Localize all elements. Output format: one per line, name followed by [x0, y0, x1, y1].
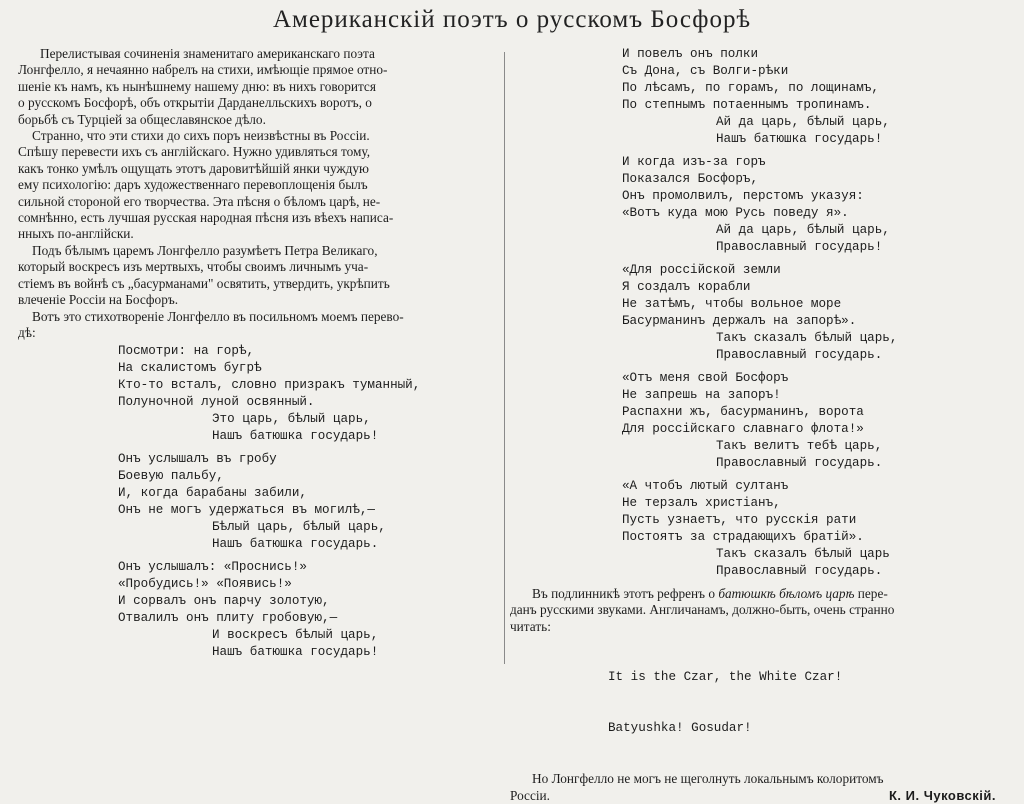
refrain-line: Православный государь.: [716, 456, 883, 470]
verse-line: Посмотри: на горѣ,: [118, 344, 255, 359]
verse-line: «Отъ меня свой Босфоръ: [622, 371, 789, 385]
stanza: [118, 451, 503, 553]
verse-line: Полуночной луной освянный.: [118, 395, 315, 410]
verse-line: Я создалъ корабли: [622, 280, 751, 294]
stanza: [118, 343, 503, 445]
english-quote: [510, 635, 1010, 771]
prose-line: Спѣшу перевести ихъ съ англiйскаго. Нужно удивляться тому,: [18, 144, 371, 160]
refrain-line: Такъ сказалъ бѣлый царь,: [716, 331, 898, 345]
verse-line: Не запрешь на запоръ!: [622, 388, 781, 402]
paragraph-closing: [510, 771, 1010, 804]
verse-line: И повелъ онъ полки: [622, 47, 759, 61]
stanza: [622, 262, 1010, 364]
verse-line: Онъ услышалъ: «Проснись!»: [118, 560, 307, 575]
verse-line: Отвалилъ онъ плиту гробовую,—: [118, 611, 338, 626]
prose-line: дѣ:: [18, 324, 36, 340]
verse-line: И, когда барабаны забили,: [118, 486, 307, 501]
paragraph-original-refrain: [510, 586, 1010, 635]
verse-line: По степнымъ потаеннымъ тропинамъ.: [622, 98, 872, 112]
poem-left: [18, 343, 503, 661]
closing-line-2: Россiи.: [510, 787, 550, 803]
poem-right: [510, 46, 1010, 580]
verse-line: Не терзалъ христiанъ,: [622, 496, 781, 510]
prose-line: какъ тонко умѣлъ ощущать этотъ даровитѣйшiй янки чуждую: [18, 160, 369, 176]
stanza: [622, 154, 1010, 256]
paragraph-white-tsar: [18, 243, 503, 309]
column-divider: [504, 52, 505, 664]
refrain-line: И воскресъ бѣлый царь,: [212, 628, 379, 643]
english-quote-line-2: Batyushka! Gosudar!: [608, 721, 752, 736]
verse-line: Постоятъ за страдающихъ братiй».: [622, 530, 864, 544]
prose-line: Вотъ это стихотворенiе Лонгфелло въ посильномъ моемъ перево-: [32, 308, 404, 324]
verse-line: «А чтобъ лютый султанъ: [622, 479, 789, 493]
author-signature: К. И. Чуковскiй.: [889, 787, 996, 803]
verse-line: Онъ услышалъ въ гробу: [118, 452, 277, 467]
closing-line-1: Но Лонгфелло не могъ не щеголнуть локальнымъ колоритомъ: [532, 771, 884, 787]
right-column: [510, 46, 1010, 804]
verse-line: Боевую пальбу,: [118, 469, 224, 484]
prose-line: сильной стороной его творчества. Эта пѣсня о бѣломъ царѣ, не-: [18, 193, 381, 209]
prose-line: стiемъ въ войнѣ съ „басурманами" освятить, утвердить, укрѣпить: [18, 275, 390, 291]
prose-line: шенiе къ намъ, къ нынѣшнему нашему дню: въ нихъ говорится: [18, 78, 376, 94]
refrain-line: Нашъ батюшка государь!: [716, 132, 883, 146]
verse-line: «Для россiйской земли: [622, 263, 781, 277]
refrain-line: Ай да царь, бѣлый царь,: [716, 223, 890, 237]
prose-line: Подъ бѣлымъ царемъ Лонгфелло разумѣетъ Петра Великаго,: [32, 242, 378, 258]
prose-line: борьбѣ съ Турцiей за общеславянское дѣло.: [18, 111, 266, 127]
prose-line: сомнѣнно, есть лучшая русская народная пѣсня изъ вѣехъ написа-: [18, 210, 394, 226]
refrain-line: Православный государь!: [716, 240, 883, 254]
verse-line: Для россiйскаго славнаго флота!»: [622, 422, 864, 436]
stanza: [118, 559, 503, 661]
refrain-line: Нашъ батюшка государь!: [212, 429, 379, 444]
verse-line: Распахни жъ, басурманинъ, ворота: [622, 405, 864, 419]
prose-line: Странно, что эти стихи до сихъ поръ неизвѣстны въ Россiи.: [32, 128, 370, 144]
verse-line: Онъ промолвилъ, перстомъ указуя:: [622, 189, 864, 203]
verse-line: Съ Дона, съ Волги-рѣки: [622, 64, 789, 78]
refrain-line: Бѣлый царь, бѣлый царь,: [212, 520, 386, 535]
refrain-note-line-2: читать:: [510, 618, 551, 634]
english-quote-line-1: It is the Czar, the White Czar!: [608, 670, 843, 685]
verse-line: «Вотъ куда мою Русь поведу я».: [622, 206, 849, 220]
left-column: [18, 46, 503, 667]
prose-line: Перелистывая сочиненiя знаменитаго американскаго поэта: [40, 46, 375, 61]
stanza: [622, 478, 1010, 580]
stanza: [622, 370, 1010, 472]
verse-line: Не затѣмъ, чтобы вольное море: [622, 297, 842, 311]
refrain-line: Нашъ батюшка государь!: [212, 645, 379, 660]
prose-line: Лонгфелло, я нечаянно набрелъ на стихи, имѣющiе прямое отно-: [18, 62, 388, 78]
prose-line: о русскомъ Босфорѣ, объ открытiи Дарданелльскихъ воротъ, о: [18, 95, 372, 111]
refrain-line: Православный государь.: [716, 348, 883, 362]
verse-line: И сорвалъ онъ парчу золотую,: [118, 594, 330, 609]
paragraph-translation-intro: [18, 309, 503, 342]
stanza: [622, 46, 1010, 148]
refrain-line: Такъ сказалъ бѣлый царь: [716, 547, 890, 561]
refrain-note-line-1: данъ русскими звуками. Англичанамъ, должно-быть, очень странно: [510, 602, 895, 618]
prose-line: который воскресъ изъ мертвыхъ, чтобы своимъ личнымъ уча-: [18, 259, 369, 275]
refrain-line: Православный государь.: [716, 564, 883, 578]
prose-line: нныхъ по-англiйски.: [18, 226, 134, 242]
prose-line: влеченiе Россiи на Босфоръ.: [18, 292, 179, 308]
verse-line: Басурманинъ держалъ на запорѣ».: [622, 314, 857, 328]
refrain-line: Это царь, бѣлый царь,: [212, 412, 371, 427]
refrain-note-italic: батюшкѣ бѣломъ царѣ: [718, 586, 855, 601]
verse-line: По лѣсамъ, по горамъ, по лощинамъ,: [622, 81, 879, 95]
refrain-line: Нашъ батюшка государь.: [212, 537, 379, 552]
verse-line: Показался Босфоръ,: [622, 172, 759, 186]
article-title: Американскiй поэтъ о русскомъ Босфорѣ: [272, 6, 752, 33]
refrain-line: Такъ велитъ тебѣ царь,: [716, 439, 883, 453]
prose-line: ему психологiю: даръ художественнаго перевоплощенiя былъ: [18, 177, 368, 193]
verse-line: И когда изъ-за горъ: [622, 155, 766, 169]
refrain-note-before: Въ подлинникѣ этотъ рефренъ о: [532, 586, 715, 601]
paragraph-intro: [18, 46, 503, 128]
refrain-note-after: пере-: [857, 586, 888, 601]
verse-line: Пусть узнаетъ, что русскiя рати: [622, 513, 857, 527]
verse-line: Онъ не могъ удержаться въ могилѣ,—: [118, 503, 375, 518]
verse-line: На скалистомъ бугрѣ: [118, 361, 262, 376]
verse-line: Кто-то всталъ, словно призракъ туманный,: [118, 378, 421, 393]
refrain-line: Ай да царь, бѣлый царь,: [716, 115, 890, 129]
paragraph-strange: [18, 128, 503, 243]
verse-line: «Пробудись!» «Появись!»: [118, 577, 292, 592]
